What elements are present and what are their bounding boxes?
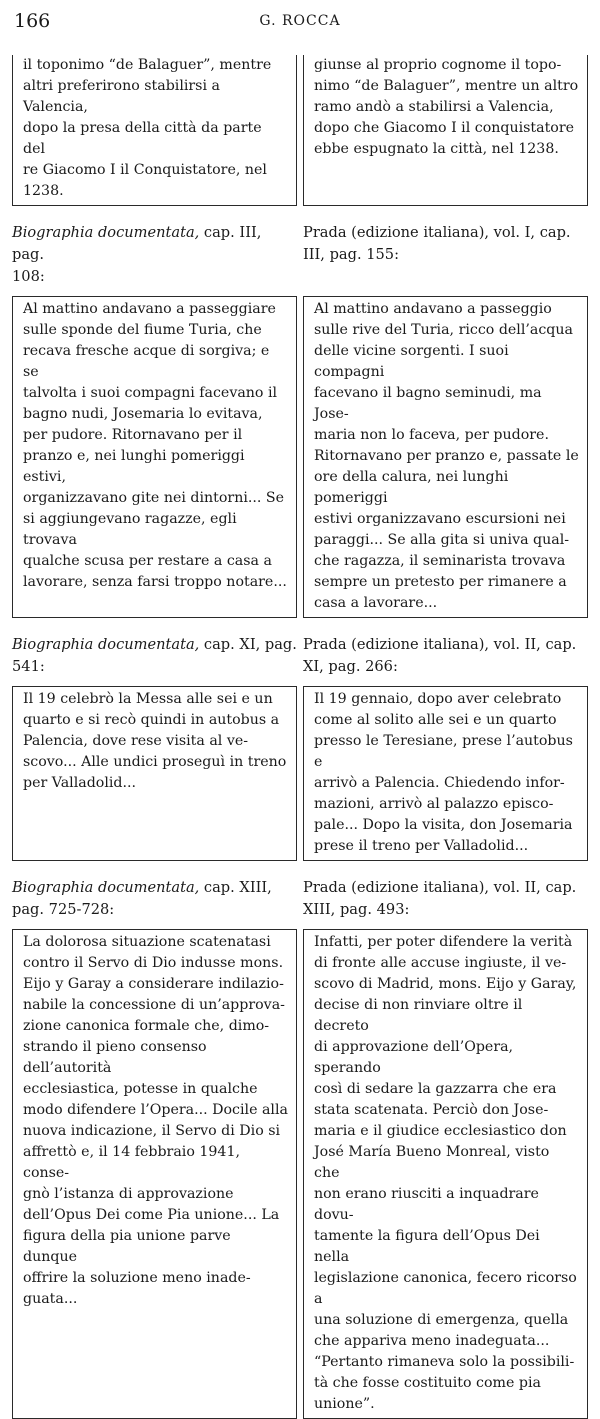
quote-line: “Pertanto rimaneva solo la possibili- xyxy=(314,1354,575,1370)
quote-line: estivi organizzavano escursioni nei xyxy=(314,511,566,527)
quote-line: scovo di Madrid, mons. Eijo y Garay, xyxy=(314,976,577,992)
quote-line: ore della calura, nei lunghi pomeriggi xyxy=(314,469,509,506)
quote-line: pale... Dopo la visita, don Josemaria xyxy=(314,817,573,833)
quote-line: José María Bueno Monreal, visto che xyxy=(314,1144,550,1181)
quote-line: maria non lo faceva, per pudore. xyxy=(314,427,549,443)
page-header xyxy=(14,10,586,40)
quote-line: qualche scusa per restare a casa a xyxy=(23,553,272,569)
quote-line: che appariva meno inadeguata... xyxy=(314,1333,550,1349)
quote-line: modo difendere l’Opera... Docile alla xyxy=(23,1102,288,1118)
quote-line: nimo “de Balaguer”, mentre un altro xyxy=(314,78,579,94)
quote-line: zione canonica formale che, dimo- xyxy=(23,1018,270,1034)
quote-line: di approvazione dell’Opera, sperando xyxy=(314,1039,514,1076)
quote-line: che ragazza, il seminarista trovava xyxy=(314,553,566,569)
source-ref: cap. XIII, xyxy=(199,879,272,896)
source-ref: cap. XI, pag. xyxy=(199,636,297,653)
quote-line: gnò l’istanza di approvazione xyxy=(23,1186,234,1202)
source-title: Biographia documentata, xyxy=(12,224,200,241)
right-source-label xyxy=(303,222,588,288)
quote-line: sulle sponde del fiume Turia, che xyxy=(23,322,262,338)
quote-line: una soluzione di emergenza, quella xyxy=(314,1312,569,1328)
quote-line: altri preferirono stabilirsi a Valencia, xyxy=(23,78,220,115)
quote-line: come al solito alle sei e un quarto xyxy=(314,712,557,728)
source-ref-line2: XI, pag. 266: xyxy=(303,658,398,675)
right-source-label xyxy=(303,634,588,678)
left-quote-box xyxy=(12,686,297,861)
quote-line: decise di non rinviare oltre il decreto xyxy=(314,997,523,1034)
quote-line: legislazione canonica, fecero ricorso a xyxy=(314,1270,577,1307)
quote-line: Ritornavano per pranzo e, passate le xyxy=(314,448,579,464)
source-ref-line2: 108: xyxy=(12,268,45,285)
running-head: G. ROCCA xyxy=(259,13,341,29)
quote-line: pranzo e, nei lunghi pomeriggi estivi, xyxy=(23,448,245,485)
source-label-row xyxy=(12,877,588,921)
quote-line: figura della pia unione parve dunque xyxy=(23,1228,231,1265)
source-ref-line1: Prada (edizione italiana), vol. II, cap. xyxy=(303,879,577,896)
quote-line: Il 19 gennaio, dopo aver celebrato xyxy=(314,691,562,707)
quote-line: dopo la presa della città da parte del xyxy=(23,120,262,157)
quote-line: organizzavano gite nei dintorni... Se xyxy=(23,490,285,506)
quote-line: delle vicine sorgenti. I suoi compagni xyxy=(314,343,509,380)
quote-line: unione”. xyxy=(314,1396,375,1412)
quote-line: così di sedare la gazzarra che era xyxy=(314,1081,557,1097)
quote-line: lavorare, senza farsi troppo notare... xyxy=(23,574,287,590)
quote-line: ecclesiastica, potesse in qualche xyxy=(23,1081,258,1097)
quote-line: Eijo y Garay a considerare indilazio- xyxy=(23,976,284,992)
quote-line: guata... xyxy=(23,1291,78,1307)
quote-line: tà che fosse costituito come pia xyxy=(314,1375,541,1391)
source-ref: cap. III, pag. xyxy=(12,224,262,263)
left-quote-box xyxy=(12,929,297,1419)
quote-line: di fronte alle accuse ingiuste, il ve- xyxy=(314,955,567,971)
right-quote-box xyxy=(303,296,588,618)
quote-line: Al mattino andavano a passeggio xyxy=(314,301,552,317)
comparison-table xyxy=(12,55,588,1419)
comparison-row xyxy=(12,296,588,618)
quote-line: mazioni, arrivò al palazzo episco- xyxy=(314,796,554,812)
source-label-row xyxy=(12,634,588,678)
quote-line: si aggiungevano ragazze, egli trovava xyxy=(23,511,237,548)
quote-line: sempre un pretesto per rimanere a xyxy=(314,574,567,590)
quote-line: nuova indicazione, il Servo di Dio si xyxy=(23,1123,281,1139)
quote-line: arrivò a Palencia. Chiedendo infor- xyxy=(314,775,565,791)
quote-line: talvolta i suoi compagni facevano il xyxy=(23,385,278,401)
source-ref-line2: XIII, pag. 493: xyxy=(303,901,410,918)
quote-line: quarto e si recò quindi in autobus a xyxy=(23,712,280,728)
quote-line: presso le Teresiane, prese l’autobus e xyxy=(314,733,573,770)
comparison-row xyxy=(12,929,588,1419)
quote-line: giunse al proprio cognome il topo- xyxy=(314,57,562,73)
quote-line: non erano riusciti a inquadrare dovu- xyxy=(314,1186,539,1223)
quote-line: casa a lavorare... xyxy=(314,595,438,611)
left-source-label xyxy=(12,222,297,288)
source-ref-line2: III, pag. 155: xyxy=(303,246,400,263)
comparison-row xyxy=(12,55,588,206)
quote-line: contro il Servo di Dio indusse mons. xyxy=(23,955,284,971)
quote-line: dopo che Giacomo I il conquistatore xyxy=(314,120,575,136)
quote-line: La dolorosa situazione scatenatasi xyxy=(23,934,271,950)
quote-line: affrettò e, il 14 febbraio 1941, conse- xyxy=(23,1144,240,1181)
quote-line: maria e il giudice ecclesiastico don xyxy=(314,1123,567,1139)
source-title: Biographia documentata, xyxy=(12,636,200,653)
quote-line: paraggi... Se alla gita si univa qual- xyxy=(314,532,570,548)
quote-line: strando il pieno consenso dell’autorità xyxy=(23,1039,207,1076)
right-source-label xyxy=(303,877,588,921)
quote-line: scovo... Alle undici proseguì in treno xyxy=(23,754,287,770)
right-quote-box xyxy=(303,686,588,861)
source-ref-line1: Prada (edizione italiana), vol. II, cap. xyxy=(303,636,577,653)
quote-line: stata scatenata. Perciò don Jose- xyxy=(314,1102,549,1118)
left-source-label xyxy=(12,877,297,921)
quote-line: per Valladolid... xyxy=(23,775,137,791)
quote-line: Il 19 celebrò la Messa alle sei e un xyxy=(23,691,273,707)
quote-line: prese il treno per Valladolid... xyxy=(314,838,529,854)
source-ref-line2: 541: xyxy=(12,658,45,675)
quote-line: Palencia, dove rese visita al ve- xyxy=(23,733,249,749)
comparison-row xyxy=(12,686,588,861)
quote-line: facevano il bagno seminudi, ma Jose- xyxy=(314,385,542,422)
quote-line: offrire la soluzione meno inade- xyxy=(23,1270,251,1286)
quote-line: re Giacomo I il Conquistatore, nel xyxy=(23,162,267,178)
quote-line: nabile la concessione di un’approva- xyxy=(23,997,285,1013)
quote-line: sulle rive del Turia, ricco dell’acqua xyxy=(314,322,573,338)
quote-line: tamente la figura dell’Opus Dei nella xyxy=(314,1228,540,1265)
quote-line: bagno nudi, Josemaria lo evitava, xyxy=(23,406,263,422)
right-quote-box xyxy=(303,929,588,1419)
source-label-row xyxy=(12,222,588,288)
source-ref-line1: Prada (edizione italiana), vol. I, cap. xyxy=(303,224,571,241)
quote-line: ebbe espugnato la città, nel 1238. xyxy=(314,141,559,157)
source-title: Biographia documentata, xyxy=(12,879,200,896)
quote-line: Infatti, per poter difendere la verità xyxy=(314,934,573,950)
left-quote-box xyxy=(12,55,297,206)
quote-line: recava fresche acque di sorgiva; e se xyxy=(23,343,270,380)
left-quote-box xyxy=(12,296,297,618)
quote-line: Al mattino andavano a passeggiare xyxy=(23,301,276,317)
source-ref-line2: pag. 725-728: xyxy=(12,901,115,918)
quote-line: 1238. xyxy=(23,183,64,199)
quote-line: ramo andò a stabilirsi a Valencia, xyxy=(314,99,554,115)
left-source-label xyxy=(12,634,297,678)
right-quote-box xyxy=(303,55,588,206)
page-number: 166 xyxy=(14,10,51,32)
quote-line: il toponimo “de Balaguer”, mentre xyxy=(23,57,272,73)
quote-line: per pudore. Ritornavano per il xyxy=(23,427,243,443)
quote-line: dell’Opus Dei come Pia unione... La xyxy=(23,1207,280,1223)
